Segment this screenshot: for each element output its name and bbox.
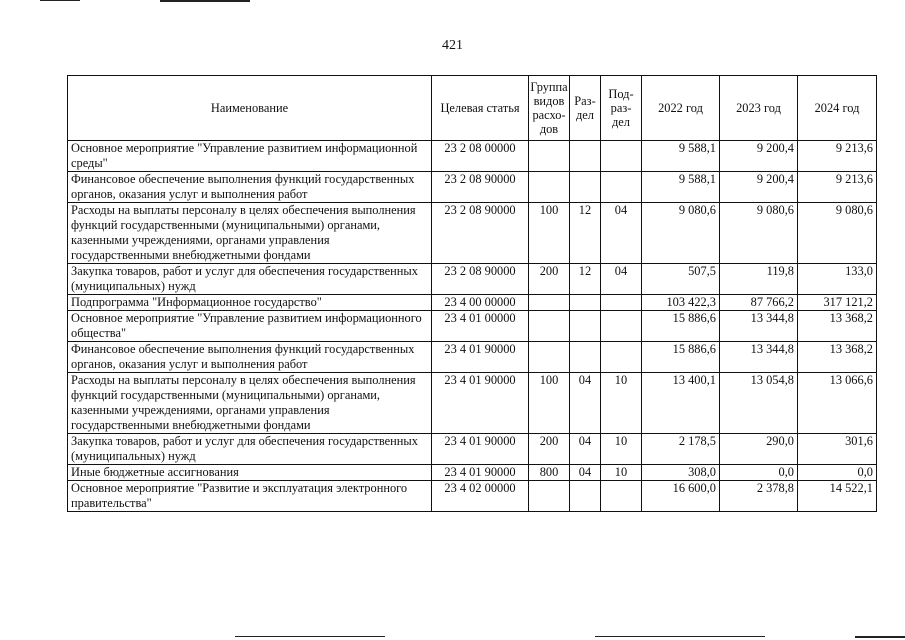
cell-2022: 2 178,5 <box>642 434 720 465</box>
cell-name: Иные бюджетные ассигнования <box>68 465 432 481</box>
cell-name: Закупка товаров, работ и услуг для обеспечения государственных (муниципальных) нужд <box>68 264 432 295</box>
cell-name: Подпрограмма "Информационное государство" <box>68 295 432 311</box>
header-2022: 2022 год <box>642 76 720 141</box>
cell-2022: 308,0 <box>642 465 720 481</box>
header-2023: 2023 год <box>720 76 798 141</box>
cell-subsection <box>601 295 642 311</box>
cell-group: 200 <box>529 264 570 295</box>
table-row <box>68 172 877 203</box>
budget-table <box>67 75 877 512</box>
cell-2023: 9 200,4 <box>720 172 798 203</box>
table-body <box>68 141 877 512</box>
cell-2024: 13 066,6 <box>798 373 877 434</box>
cell-2024: 13 368,2 <box>798 311 877 342</box>
header-name: Наименование <box>68 76 432 141</box>
cell-2023: 13 344,8 <box>720 311 798 342</box>
cell-subsection <box>601 342 642 373</box>
cell-2023: 9 200,4 <box>720 141 798 172</box>
table-header-row <box>68 76 877 141</box>
cell-group <box>529 141 570 172</box>
header-group: Группа видов расхо- дов <box>529 76 570 141</box>
table-row <box>68 373 877 434</box>
cell-subsection: 10 <box>601 373 642 434</box>
cell-code: 23 2 08 90000 <box>432 264 529 295</box>
cell-code: 23 4 02 00000 <box>432 481 529 512</box>
cell-group: 200 <box>529 434 570 465</box>
cell-code: 23 4 01 90000 <box>432 342 529 373</box>
cell-2024: 9 080,6 <box>798 203 877 264</box>
cell-subsection: 10 <box>601 465 642 481</box>
cell-2024: 9 213,6 <box>798 172 877 203</box>
cell-section <box>570 295 601 311</box>
cell-2023: 0,0 <box>720 465 798 481</box>
header-target: Целевая статья <box>432 76 529 141</box>
table-row <box>68 264 877 295</box>
cell-name: Закупка товаров, работ и услуг для обеспечения государственных (муниципальных) нужд <box>68 434 432 465</box>
cell-group: 800 <box>529 465 570 481</box>
cell-code: 23 4 01 90000 <box>432 434 529 465</box>
cell-2023: 13 344,8 <box>720 342 798 373</box>
cell-2024: 133,0 <box>798 264 877 295</box>
header-subsection: Под- раз- дел <box>601 76 642 141</box>
cell-name: Финансовое обеспечение выполнения функций государственных органов, оказания услуг и выполнения работ <box>68 342 432 373</box>
cell-2023: 13 054,8 <box>720 373 798 434</box>
cell-2022: 9 080,6 <box>642 203 720 264</box>
cell-code: 23 4 01 90000 <box>432 465 529 481</box>
cell-2022: 13 400,1 <box>642 373 720 434</box>
cell-2023: 119,8 <box>720 264 798 295</box>
cell-2022: 9 588,1 <box>642 141 720 172</box>
cell-subsection <box>601 481 642 512</box>
cell-code: 23 2 08 00000 <box>432 141 529 172</box>
page-number: 421 <box>442 38 463 53</box>
cell-group: 100 <box>529 373 570 434</box>
cell-2022: 15 886,6 <box>642 342 720 373</box>
cell-code: 23 2 08 90000 <box>432 172 529 203</box>
cell-section <box>570 311 601 342</box>
cell-section <box>570 172 601 203</box>
table-row <box>68 141 877 172</box>
cell-section <box>570 141 601 172</box>
cell-2022: 507,5 <box>642 264 720 295</box>
cell-group <box>529 311 570 342</box>
cell-section: 12 <box>570 203 601 264</box>
cell-group: 100 <box>529 203 570 264</box>
cell-subsection <box>601 172 642 203</box>
cell-group <box>529 481 570 512</box>
cell-2022: 15 886,6 <box>642 311 720 342</box>
scan-mark-bottom-center <box>595 636 765 637</box>
cell-section <box>570 481 601 512</box>
cell-name: Основное мероприятие "Управление развитием информационной среды" <box>68 141 432 172</box>
cell-2024: 9 213,6 <box>798 141 877 172</box>
cell-section: 04 <box>570 465 601 481</box>
cell-section: 12 <box>570 264 601 295</box>
cell-2024: 301,6 <box>798 434 877 465</box>
cell-section <box>570 342 601 373</box>
cell-code: 23 4 01 90000 <box>432 373 529 434</box>
cell-name: Основное мероприятие "Управление развитием информационного общества" <box>68 311 432 342</box>
cell-group <box>529 172 570 203</box>
cell-code: 23 2 08 90000 <box>432 203 529 264</box>
cell-code: 23 4 01 00000 <box>432 311 529 342</box>
cell-subsection: 10 <box>601 434 642 465</box>
table-row <box>68 434 877 465</box>
cell-2024: 0,0 <box>798 465 877 481</box>
table-row <box>68 481 877 512</box>
cell-2023: 87 766,2 <box>720 295 798 311</box>
cell-name: Основное мероприятие "Развитие и эксплуатация электронного правительства" <box>68 481 432 512</box>
cell-group <box>529 295 570 311</box>
scan-mark-bottom-right <box>855 636 905 638</box>
cell-group <box>529 342 570 373</box>
table-row <box>68 465 877 481</box>
cell-subsection <box>601 141 642 172</box>
scan-mark-top-left <box>40 0 80 1</box>
cell-subsection: 04 <box>601 264 642 295</box>
cell-name: Финансовое обеспечение выполнения функций государственных органов, оказания услуг и выполнения работ <box>68 172 432 203</box>
cell-2024: 13 368,2 <box>798 342 877 373</box>
table-row <box>68 342 877 373</box>
cell-name: Расходы на выплаты персоналу в целях обеспечения выполнения функций государственными (муниципальными) органами, казенными учреждениями, органами управления государственными внебюджетными фондами <box>68 373 432 434</box>
cell-2022: 16 600,0 <box>642 481 720 512</box>
cell-section: 04 <box>570 373 601 434</box>
cell-name: Расходы на выплаты персоналу в целях обеспечения выполнения функций государственными (муниципальными) органами, казенными учреждениями, органами управления государственными внебюджетными фондами <box>68 203 432 264</box>
cell-2023: 9 080,6 <box>720 203 798 264</box>
scan-mark-bottom-left <box>235 636 385 637</box>
cell-2024: 317 121,2 <box>798 295 877 311</box>
cell-2022: 9 588,1 <box>642 172 720 203</box>
table-row <box>68 311 877 342</box>
table-row <box>68 203 877 264</box>
cell-code: 23 4 00 00000 <box>432 295 529 311</box>
cell-subsection: 04 <box>601 203 642 264</box>
cell-section: 04 <box>570 434 601 465</box>
cell-2023: 2 378,8 <box>720 481 798 512</box>
cell-2023: 290,0 <box>720 434 798 465</box>
cell-subsection <box>601 311 642 342</box>
header-2024: 2024 год <box>798 76 877 141</box>
table-row <box>68 295 877 311</box>
cell-2022: 103 422,3 <box>642 295 720 311</box>
cell-2024: 14 522,1 <box>798 481 877 512</box>
scan-mark-top-center <box>160 0 250 2</box>
header-section: Раз- дел <box>570 76 601 141</box>
